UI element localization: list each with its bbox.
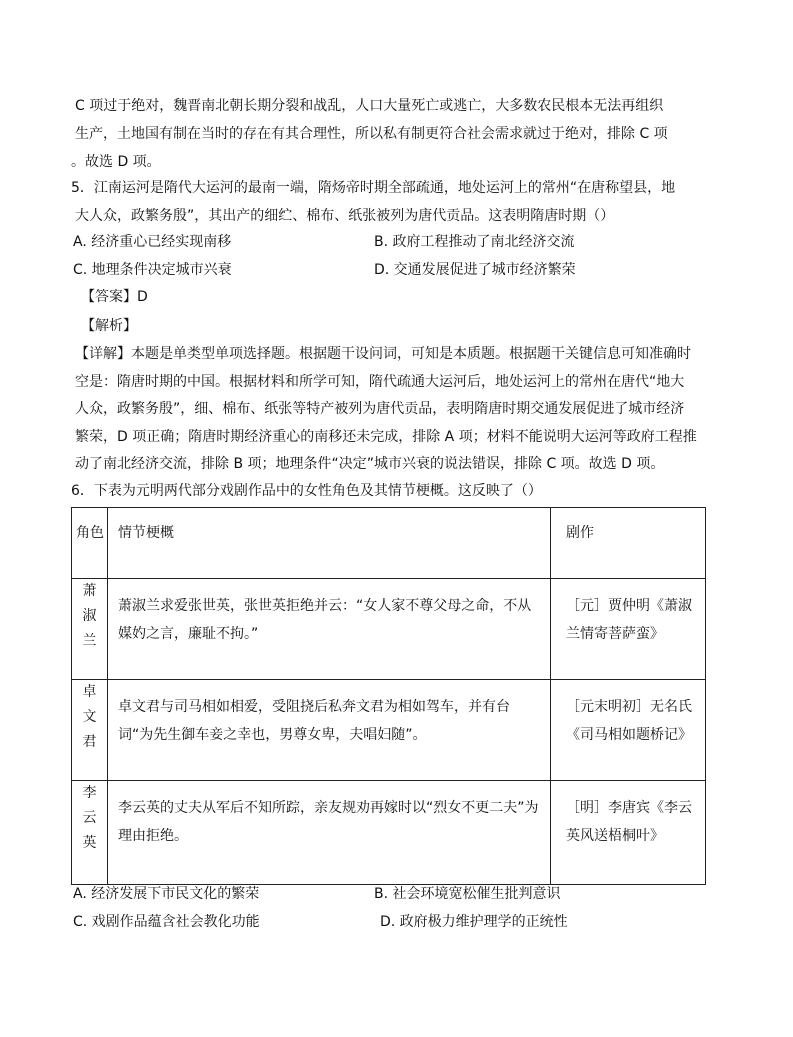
drama-work: ［元末明初］无名氏《司马相如题桥记》 bbox=[566, 699, 692, 743]
drama-work: ［明］李唐宾《李云英风送梧桐叶》 bbox=[566, 800, 692, 844]
role-char: 李 bbox=[82, 785, 97, 801]
question-6-stem: 6．下表为元明两代部分戏剧作品中的女性角色及其情节梗概。这反映了（） bbox=[71, 483, 542, 499]
question-5-option-d: D. 交通发展促进了城市经济繁荣 bbox=[374, 262, 576, 278]
role-char: 淑 bbox=[82, 608, 97, 624]
role-char: 兰 bbox=[82, 633, 97, 649]
analysis-text-line: C 项过于绝对，魏晋南北朝长期分裂和战乱，人口大量死亡或逃亡，大多数农民根本无法再组织 bbox=[75, 98, 664, 114]
detail-text-line: 空是：隋唐时期的中国。根据材料和所学可知，隋代疏通大运河后，地处运河上的常州在唐代“地大 bbox=[75, 374, 685, 390]
table-row bbox=[72, 781, 706, 885]
question-5-option-b: B. 政府工程推动了南北经济交流 bbox=[374, 234, 575, 250]
question-5-stem: 大人众，政繁务殷”，其出产的细纻、棉布、纸张被列为唐代贡品。这表明隋唐时期（） bbox=[75, 208, 615, 224]
table-row bbox=[72, 680, 706, 781]
analysis-label: 【解析】 bbox=[81, 318, 137, 334]
detail-text-line: 【详解】本题是单类型单项选择题。根据题干设问词，可知是本质题。根据题干关键信息可知准确时 bbox=[75, 346, 691, 362]
role-char: 英 bbox=[82, 835, 97, 851]
analysis-text-line: 生产，土地国有制在当时的存在有其合理性，所以私有制更符合社会需求就过于绝对，排除 C 项 bbox=[75, 126, 668, 142]
header-work: 剧作 bbox=[566, 525, 594, 541]
role-char: 卓 bbox=[82, 684, 97, 700]
role-name bbox=[80, 579, 100, 654]
question-6-option-c: C. 戏剧作品蕴含社会教化功能 bbox=[73, 914, 260, 930]
table-row bbox=[72, 579, 706, 680]
role-char: 文 bbox=[82, 709, 97, 725]
plot-summary: 卓文君与司马相如相爱，受阻挠后私奔文君为相如驾车，并有台词“为先生御车妾之幸也，男尊女卑，夫唱妇随”。 bbox=[118, 699, 510, 743]
answer-label: 【答案】D bbox=[81, 289, 148, 305]
role-char: 云 bbox=[82, 810, 97, 826]
role-char: 萧 bbox=[82, 583, 97, 599]
question-6-option-b: B. 社会环境宽松催生批判意识 bbox=[374, 886, 561, 902]
question-5-option-c: C. 地理条件决定城市兴衰 bbox=[73, 262, 232, 278]
detail-text-line: 人众，政繁务殷”，细、棉布、纸张等特产被列为唐代贡品，表明隋唐时期交通发展促进了城市经济 bbox=[75, 401, 685, 417]
question-5-stem: 5．江南运河是隋代大运河的最南一端，隋炀帝时期全部疏通，地处运河上的常州“在唐称望县，地 bbox=[71, 180, 676, 196]
header-plot: 情节梗概 bbox=[118, 525, 174, 541]
role-char: 君 bbox=[82, 734, 97, 750]
question-5-option-a: A. 经济重心已经实现南移 bbox=[73, 234, 232, 250]
question-6-option-d: D. 政府极力维护理学的正统性 bbox=[380, 914, 568, 930]
drama-roles-table bbox=[71, 507, 706, 885]
role-name bbox=[80, 680, 100, 755]
header-role: 角色 bbox=[76, 525, 104, 541]
drama-work: ［元］贾仲明《萧淑兰情寄菩萨蛮》 bbox=[566, 598, 692, 642]
table-header-row bbox=[72, 508, 706, 579]
detail-text-line: 动了南北经济交流，排除 B 项；地理条件“决定”城市兴衰的说法错误，排除 C 项。故选 D 项。 bbox=[75, 456, 665, 472]
plot-summary: 李云英的丈夫从军后不知所踪，亲友规劝再嫁时以“烈女不更二夫”为理由拒绝。 bbox=[118, 800, 539, 844]
question-6-option-a: A. 经济发展下市民文化的繁荣 bbox=[73, 886, 260, 902]
analysis-text-line: 。故选 D 项。 bbox=[71, 154, 161, 170]
role-name bbox=[80, 781, 100, 856]
plot-summary: 萧淑兰求爱张世英，张世英拒绝并云：“女人家不尊父母之命，不从媒妁之言，廉耻不拘。” bbox=[118, 598, 532, 642]
detail-text-line: 繁荣，D 项正确；隋唐时期经济重心的南移还未完成，排除 A 项；材料不能说明大运河等政府工程推 bbox=[75, 429, 697, 445]
